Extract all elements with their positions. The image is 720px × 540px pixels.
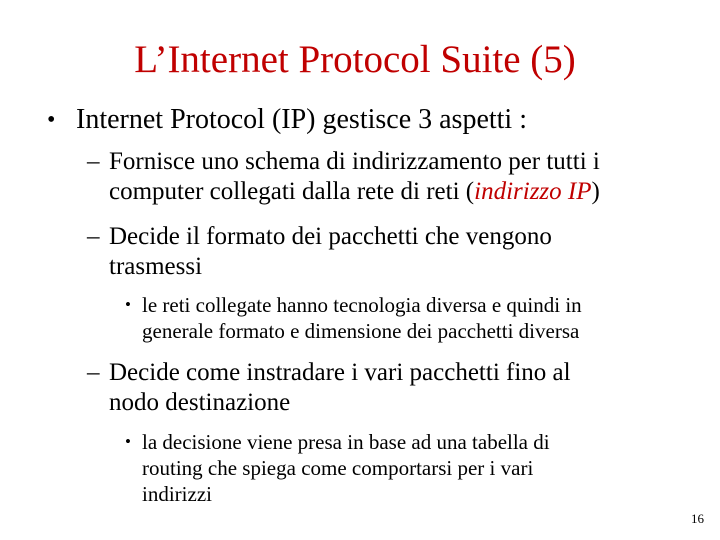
text-line: indirizzi (142, 482, 212, 506)
dash-icon: – (87, 148, 100, 175)
sub-point-text (109, 222, 709, 282)
page-number: 16 (691, 511, 704, 526)
sub-point-text (109, 147, 709, 207)
bullet-icon: • (125, 432, 131, 451)
text-line: Decide come instradare i vari pacchetti fino al (109, 359, 571, 386)
text-line: la decisione viene presa in base ad una tabella di (142, 430, 550, 454)
bullet-icon: • (47, 107, 56, 133)
text-segment: computer collegati dalla rete di reti ( (109, 178, 475, 205)
text-line: le reti collegate hanno tecnologia diversa e quindi in (142, 293, 582, 317)
text-line: routing che spiega come comportarsi per i vari (142, 456, 534, 480)
text-segment: ) (591, 178, 600, 205)
main-bullet-text: Internet Protocol (IP) gestisce 3 aspetti : (76, 104, 527, 135)
dash-icon: – (87, 223, 100, 250)
detail-point-text (142, 429, 682, 507)
text-line: trasmessi (109, 253, 203, 280)
detail-point-text (142, 292, 682, 344)
bullet-icon: • (125, 295, 131, 314)
slide-title: L’Internet Protocol Suite (5) (134, 38, 576, 81)
text-line: Fornisce uno schema di indirizzamento per tutti i (109, 148, 600, 175)
dash-icon: – (87, 359, 100, 386)
text-line: Decide il formato dei pacchetti che vengono (109, 223, 552, 250)
text-line: nodo destinazione (109, 389, 291, 416)
text-line (109, 177, 709, 207)
sub-point-text (109, 358, 709, 418)
text-line: generale formato e dimensione dei pacchetti diversa (142, 319, 580, 343)
highlighted-term: indirizzo IP (474, 178, 592, 205)
